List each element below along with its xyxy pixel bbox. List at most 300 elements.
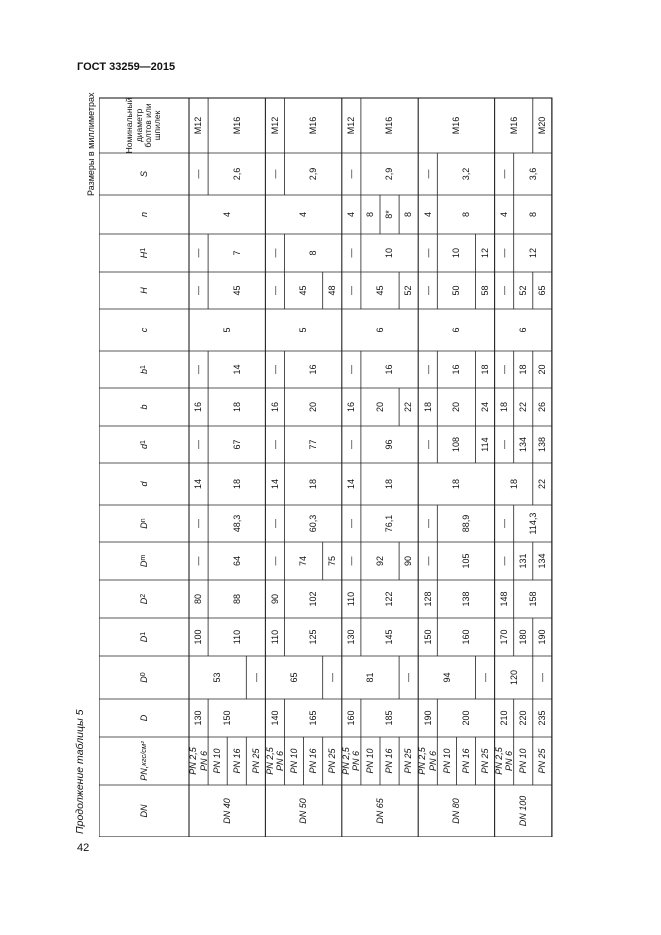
value-cell-nd-text: M12 (269, 116, 280, 135)
value-cell-h-text: 58 (479, 285, 490, 296)
value-cell-h1-text: — (346, 248, 357, 258)
dn-cell (265, 785, 341, 837)
value-cell-dn-text: — (269, 519, 280, 528)
value-cell-d (208, 463, 265, 505)
value-cell-c-text: 6 (374, 327, 385, 333)
header-label: d (138, 443, 149, 449)
value-cell-n (342, 195, 361, 234)
value-cell-h1-text: — (422, 248, 433, 258)
value-cell-n (514, 195, 552, 234)
value-cell-d (265, 463, 284, 505)
value-cell-d0 (418, 656, 475, 699)
value-cell-d1-text: 145 (384, 629, 395, 645)
value-cell-d1-text: — (193, 440, 204, 449)
value-cell-dn-text: 88,9 (460, 514, 471, 533)
value-cell-d1-text: 96 (384, 439, 395, 450)
value-cell-d (189, 699, 208, 737)
value-cell-s (285, 153, 342, 195)
value-cell-h1 (361, 234, 418, 272)
value-cell-d0-text: 120 (508, 669, 519, 686)
value-cell-n-text: 8 (460, 212, 471, 218)
value-cell-d1 (342, 618, 361, 656)
dn-cell-text: DN 80 (451, 798, 462, 824)
value-cell-d1-text: 114 (479, 437, 490, 452)
header-nd (99, 98, 189, 153)
value-cell-d2-text: 128 (422, 591, 433, 607)
value-cell-dm-text: 74 (298, 556, 309, 567)
value-cell-d (285, 463, 342, 505)
value-cell-d1 (476, 426, 495, 463)
table-viewport (99, 93, 615, 837)
value-cell-d1-text: 77 (307, 439, 318, 450)
pn-cell (304, 737, 323, 785)
value-cell-h (208, 272, 265, 309)
header-h1 (99, 234, 189, 272)
pn-cell (380, 737, 399, 785)
value-cell-dn-text: 48,3 (231, 514, 242, 533)
value-cell-h1 (285, 234, 342, 272)
value-cell-d-text: 160 (346, 710, 357, 726)
value-cell-n-text: 8 (365, 212, 376, 218)
value-cell-h (418, 272, 437, 309)
value-cell-d1-text: — (498, 440, 509, 449)
value-cell-h1-text: — (498, 248, 509, 258)
value-cell-nd-text: M16 (384, 116, 395, 135)
value-cell-s (208, 153, 265, 195)
value-cell-d1 (418, 618, 437, 656)
value-cell-d (533, 699, 552, 737)
value-cell-h (342, 272, 361, 309)
value-cell-h-text: 45 (298, 285, 309, 296)
header-subscript: 1 (139, 631, 147, 636)
header-label: D (138, 597, 149, 605)
value-cell-d0-text: — (403, 673, 414, 682)
value-cell-d1 (285, 426, 342, 463)
value-cell-d1-text: 160 (460, 629, 471, 645)
value-cell-b1 (437, 351, 475, 388)
pn-cell (265, 737, 284, 785)
value-cell-d1 (514, 618, 533, 656)
header-label: D (138, 522, 149, 529)
value-cell-nd (533, 98, 552, 153)
value-cell-dm (323, 542, 342, 580)
value-cell-d1 (437, 426, 475, 463)
value-cell-d2-text: 90 (269, 594, 280, 605)
value-cell-c (189, 309, 265, 351)
value-cell-dn-text: — (193, 519, 204, 528)
dn-cell (418, 785, 494, 837)
dn-cell (342, 785, 418, 837)
header-b1 (99, 351, 189, 388)
value-cell-d2 (189, 580, 208, 618)
value-cell-dm-text: — (269, 556, 280, 566)
pn-cell-text: PN 10 (518, 748, 529, 774)
value-cell-h1 (437, 234, 475, 272)
value-cell-d (495, 463, 533, 505)
value-cell-d (342, 699, 361, 737)
value-cell-h-text: 50 (451, 285, 462, 296)
value-cell-s-text: 2,9 (384, 167, 395, 181)
pn-cell (399, 737, 418, 785)
value-cell-b (418, 388, 437, 426)
value-cell-d-text: 22 (537, 479, 548, 490)
value-cell-d1 (208, 618, 265, 656)
value-cell-h (437, 272, 475, 309)
pn-cell-text: PN 25 (537, 748, 548, 774)
value-cell-n-text: 8* (384, 210, 395, 219)
value-cell-nd-text: M16 (508, 116, 519, 135)
value-cell-h (495, 272, 514, 309)
value-cell-d1 (514, 426, 533, 463)
value-cell-d (514, 699, 533, 737)
pn-cell (227, 737, 246, 785)
value-cell-b (361, 388, 399, 426)
value-cell-d2 (208, 580, 265, 618)
value-cell-h-text: — (269, 286, 280, 295)
value-cell-d2-text: 158 (527, 591, 538, 607)
value-cell-h (361, 272, 399, 309)
header-d (99, 463, 189, 505)
value-cell-b-text: 20 (374, 402, 385, 413)
value-cell-n-text: 4 (222, 212, 233, 218)
value-cell-d (342, 463, 361, 505)
value-cell-h1 (476, 234, 495, 272)
value-cell-d2 (361, 580, 418, 618)
header-label: S (138, 171, 149, 178)
value-cell-d2-text: 88 (231, 594, 242, 605)
value-cell-b-text: 26 (537, 402, 548, 413)
value-cell-b1 (361, 351, 418, 388)
header-label: H (138, 287, 149, 294)
value-cell-d (208, 699, 246, 737)
header-subscript: m (139, 554, 147, 561)
header-d1 (99, 426, 189, 463)
value-cell-h-text: 52 (518, 285, 529, 296)
value-cell-b1 (342, 351, 361, 388)
value-cell-dm (399, 542, 418, 580)
value-cell-dm (361, 542, 399, 580)
value-cell-n-text: 4 (498, 212, 509, 218)
value-cell-b (399, 388, 418, 426)
value-cell-d-text: 14 (193, 479, 204, 490)
value-cell-d0-text: — (327, 673, 338, 682)
value-cell-s (342, 153, 361, 195)
value-cell-b-text: 20 (451, 402, 462, 413)
value-cell-h-text: 65 (537, 285, 548, 296)
value-cell-d0 (342, 656, 399, 699)
value-cell-d0 (189, 656, 246, 699)
value-cell-b1-text: — (193, 365, 204, 374)
value-cell-c-text: 5 (298, 327, 309, 333)
value-cell-n-text: 4 (298, 212, 309, 218)
value-cell-b1-text: 18 (518, 364, 529, 375)
header-subscript: кгс/см² (138, 741, 148, 766)
value-cell-b1 (514, 351, 533, 388)
value-cell-b-text: 22 (403, 402, 414, 413)
value-cell-n (361, 195, 380, 234)
value-cell-b1-text: 18 (479, 364, 490, 375)
value-cell-d-text: 185 (384, 710, 395, 726)
header-label: n (138, 212, 149, 218)
header-subscript: 0 (139, 672, 147, 677)
value-cell-n (418, 195, 437, 234)
value-cell-d1-text: 110 (231, 629, 242, 645)
header-subscript: 1 (139, 365, 147, 369)
value-cell-h-text: 52 (403, 285, 414, 296)
pn-cell (189, 737, 208, 785)
value-cell-d-text: 18 (451, 479, 462, 490)
pn-cell (208, 737, 227, 785)
value-cell-h (189, 272, 208, 309)
value-cell-d0-text: 81 (365, 672, 376, 683)
value-cell-dn (342, 505, 361, 542)
value-cell-d1 (265, 618, 284, 656)
value-cell-h-text: — (193, 286, 204, 295)
header-dn (99, 505, 189, 542)
value-cell-nd (265, 98, 284, 153)
value-cell-h (533, 272, 552, 309)
value-cell-h1-text: — (193, 248, 204, 258)
value-cell-h1 (514, 234, 552, 272)
value-cell-b1-text: — (498, 365, 509, 374)
value-cell-nd (495, 98, 533, 153)
value-cell-dm-text: — (346, 556, 357, 566)
value-cell-c (418, 309, 494, 351)
header-label: DN (138, 804, 149, 818)
value-cell-d1 (189, 426, 208, 463)
value-cell-b (265, 388, 284, 426)
pn-cell (437, 737, 456, 785)
value-cell-h-text: 48 (327, 285, 338, 296)
value-cell-d-text: 190 (422, 710, 433, 726)
value-cell-d2 (514, 580, 552, 618)
pn-cell (514, 737, 533, 785)
page-number: 42 (77, 842, 90, 854)
value-cell-h1 (265, 234, 284, 272)
value-cell-dm (495, 542, 514, 580)
value-cell-h-text: 45 (231, 285, 242, 296)
value-cell-dn-text: 114,3 (527, 512, 538, 535)
value-cell-c-text: 6 (451, 327, 462, 333)
value-cell-dm (208, 542, 265, 580)
value-cell-d-text: 165 (307, 710, 318, 726)
header-h (99, 272, 189, 309)
pn-cell-text: PN 16 (231, 748, 242, 774)
value-cell-b1-text: 14 (231, 364, 242, 375)
value-cell-d (285, 699, 342, 737)
value-cell-n (399, 195, 418, 234)
value-cell-d1 (342, 426, 361, 463)
value-cell-d1-text: 67 (231, 439, 242, 450)
value-cell-dn (514, 505, 552, 542)
value-cell-d1 (495, 426, 514, 463)
value-cell-b (437, 388, 475, 426)
value-cell-d0-text: — (537, 673, 548, 682)
header-d1 (99, 618, 189, 656)
pn-cell-text: PN 2,5 PN 6 (417, 747, 438, 775)
value-cell-d2-text: 102 (307, 591, 318, 607)
value-cell-d0 (476, 656, 495, 699)
value-cell-d1-text: 150 (422, 629, 433, 645)
value-cell-nd (285, 98, 342, 153)
value-cell-b (476, 388, 495, 426)
header-d0 (99, 656, 189, 699)
value-cell-d (418, 463, 494, 505)
pn-cell (418, 737, 437, 785)
value-cell-dn (189, 505, 208, 542)
value-cell-dm-text: 90 (403, 556, 414, 567)
value-cell-b1-text: 16 (307, 364, 318, 375)
value-cell-nd-text: M20 (537, 116, 548, 135)
value-cell-dn-text: — (498, 519, 509, 528)
value-cell-c (265, 309, 341, 351)
value-cell-b-text: 24 (479, 402, 490, 413)
value-cell-b1-text: 16 (384, 364, 395, 375)
value-cell-d1 (533, 618, 552, 656)
header-label: d (138, 481, 149, 487)
value-cell-d1-text: 110 (269, 629, 280, 645)
pn-cell (495, 737, 514, 785)
value-cell-c-text: 5 (222, 327, 233, 333)
value-cell-b (285, 388, 342, 426)
value-cell-s-text: 3,2 (460, 167, 471, 181)
value-cell-d1-text: 180 (518, 629, 529, 645)
pn-cell-text: PN 25 (479, 748, 490, 774)
value-cell-b-text: 18 (231, 402, 242, 413)
value-cell-b1 (533, 351, 552, 388)
value-cell-d0 (495, 656, 533, 699)
value-cell-d-text: 18 (231, 479, 242, 490)
pn-cell-text: PN 10 (288, 748, 299, 774)
pn-cell-text: PN 10 (212, 748, 223, 774)
value-cell-s (265, 153, 284, 195)
dn-cell-text: DN 50 (298, 798, 309, 824)
value-cell-d0-text: 94 (441, 672, 452, 683)
header-label: D (138, 560, 149, 568)
value-cell-h1-text: 8 (307, 250, 318, 256)
value-cell-b1 (476, 351, 495, 388)
value-cell-dm (533, 542, 552, 580)
value-cell-d1-text: 138 (537, 436, 548, 453)
value-cell-d-text: 210 (498, 710, 509, 726)
value-cell-b1-text: 16 (451, 364, 462, 375)
header-label: H (138, 251, 149, 259)
header-label: D (138, 635, 149, 643)
pn-cell-text: PN 16 (460, 748, 471, 774)
header-pn (99, 737, 189, 785)
value-cell-d1-text: 190 (537, 629, 548, 645)
value-cell-b1 (495, 351, 514, 388)
value-cell-d (418, 699, 437, 737)
value-cell-nd-text: M12 (346, 116, 357, 135)
value-cell-nd (189, 98, 208, 153)
value-cell-nd-text: M16 (231, 116, 242, 135)
value-cell-d-text: 150 (222, 710, 233, 726)
value-cell-d-text: 140 (269, 710, 280, 726)
dn-cell-text: DN 100 (518, 795, 529, 827)
value-cell-dm (189, 542, 208, 580)
value-cell-d0-text: 53 (212, 672, 223, 683)
flange-dimensions-table (99, 93, 615, 837)
value-cell-d-text: 18 (384, 479, 395, 490)
value-cell-b1-text: — (346, 365, 357, 374)
value-cell-dn (285, 505, 342, 542)
value-cell-s-text: — (498, 169, 509, 179)
value-cell-b1 (189, 351, 208, 388)
value-cell-d-text: 14 (346, 479, 357, 490)
pn-cell (361, 737, 380, 785)
value-cell-s-text: 2,6 (231, 167, 242, 181)
value-cell-d2-text: 138 (460, 591, 471, 607)
value-cell-d (533, 463, 552, 505)
pn-cell-text: PN 2,5 PN 6 (264, 747, 285, 775)
value-cell-c (342, 309, 418, 351)
value-cell-h1 (342, 234, 361, 272)
value-cell-n (265, 195, 341, 234)
value-cell-d (189, 463, 208, 505)
value-cell-d0 (246, 656, 265, 699)
value-cell-b1 (285, 351, 342, 388)
pn-cell (246, 737, 265, 785)
dn-cell (495, 785, 552, 837)
value-cell-d0 (265, 656, 322, 699)
header-subscript: 1 (139, 440, 147, 444)
value-cell-d (437, 699, 494, 737)
value-cell-dn (265, 505, 284, 542)
value-cell-b-text: 16 (269, 402, 280, 413)
value-cell-d-text: 200 (460, 710, 471, 726)
value-cell-n (437, 195, 494, 234)
pn-cell (456, 737, 475, 785)
value-cell-s (361, 153, 418, 195)
value-cell-d1 (418, 426, 437, 463)
header-b (99, 388, 189, 426)
value-cell-s-text: 3,6 (527, 167, 538, 181)
value-cell-d1-text: 130 (346, 629, 357, 645)
header-dm (99, 542, 189, 580)
value-cell-h-text: — (422, 286, 433, 295)
table-caption: Продолжение таблицы 5 (74, 709, 86, 834)
value-cell-d (495, 699, 514, 737)
value-cell-h1 (189, 234, 208, 272)
value-cell-b-text: 16 (193, 402, 204, 413)
value-cell-b1 (418, 351, 437, 388)
pn-cell-text: PN 10 (365, 748, 376, 774)
value-cell-d1 (361, 618, 418, 656)
value-cell-d1 (361, 426, 418, 463)
value-cell-d2 (285, 580, 342, 618)
pn-cell-text: PN 2,5 PN 6 (493, 747, 515, 775)
value-cell-d1-text: 108 (451, 436, 462, 453)
value-cell-h1-text: 10 (451, 248, 462, 259)
value-cell-d (361, 699, 418, 737)
pn-cell-text: PN 2,5 PN 6 (341, 747, 362, 775)
value-cell-h-text: — (498, 286, 509, 295)
value-cell-h1-text: 12 (479, 248, 490, 259)
value-cell-d1-text: 100 (193, 629, 204, 645)
value-cell-dn (418, 505, 437, 542)
value-cell-dm (342, 542, 361, 580)
pn-cell-text: PN 16 (307, 748, 318, 774)
header-c (99, 309, 189, 351)
value-cell-nd-text: M16 (451, 116, 462, 135)
value-cell-h-text: — (346, 286, 357, 295)
value-cell-b1-text: — (269, 365, 280, 374)
value-cell-nd (208, 98, 265, 153)
value-cell-dn-text: 76,1 (384, 514, 395, 533)
value-cell-h (285, 272, 323, 309)
value-cell-d (361, 463, 418, 505)
